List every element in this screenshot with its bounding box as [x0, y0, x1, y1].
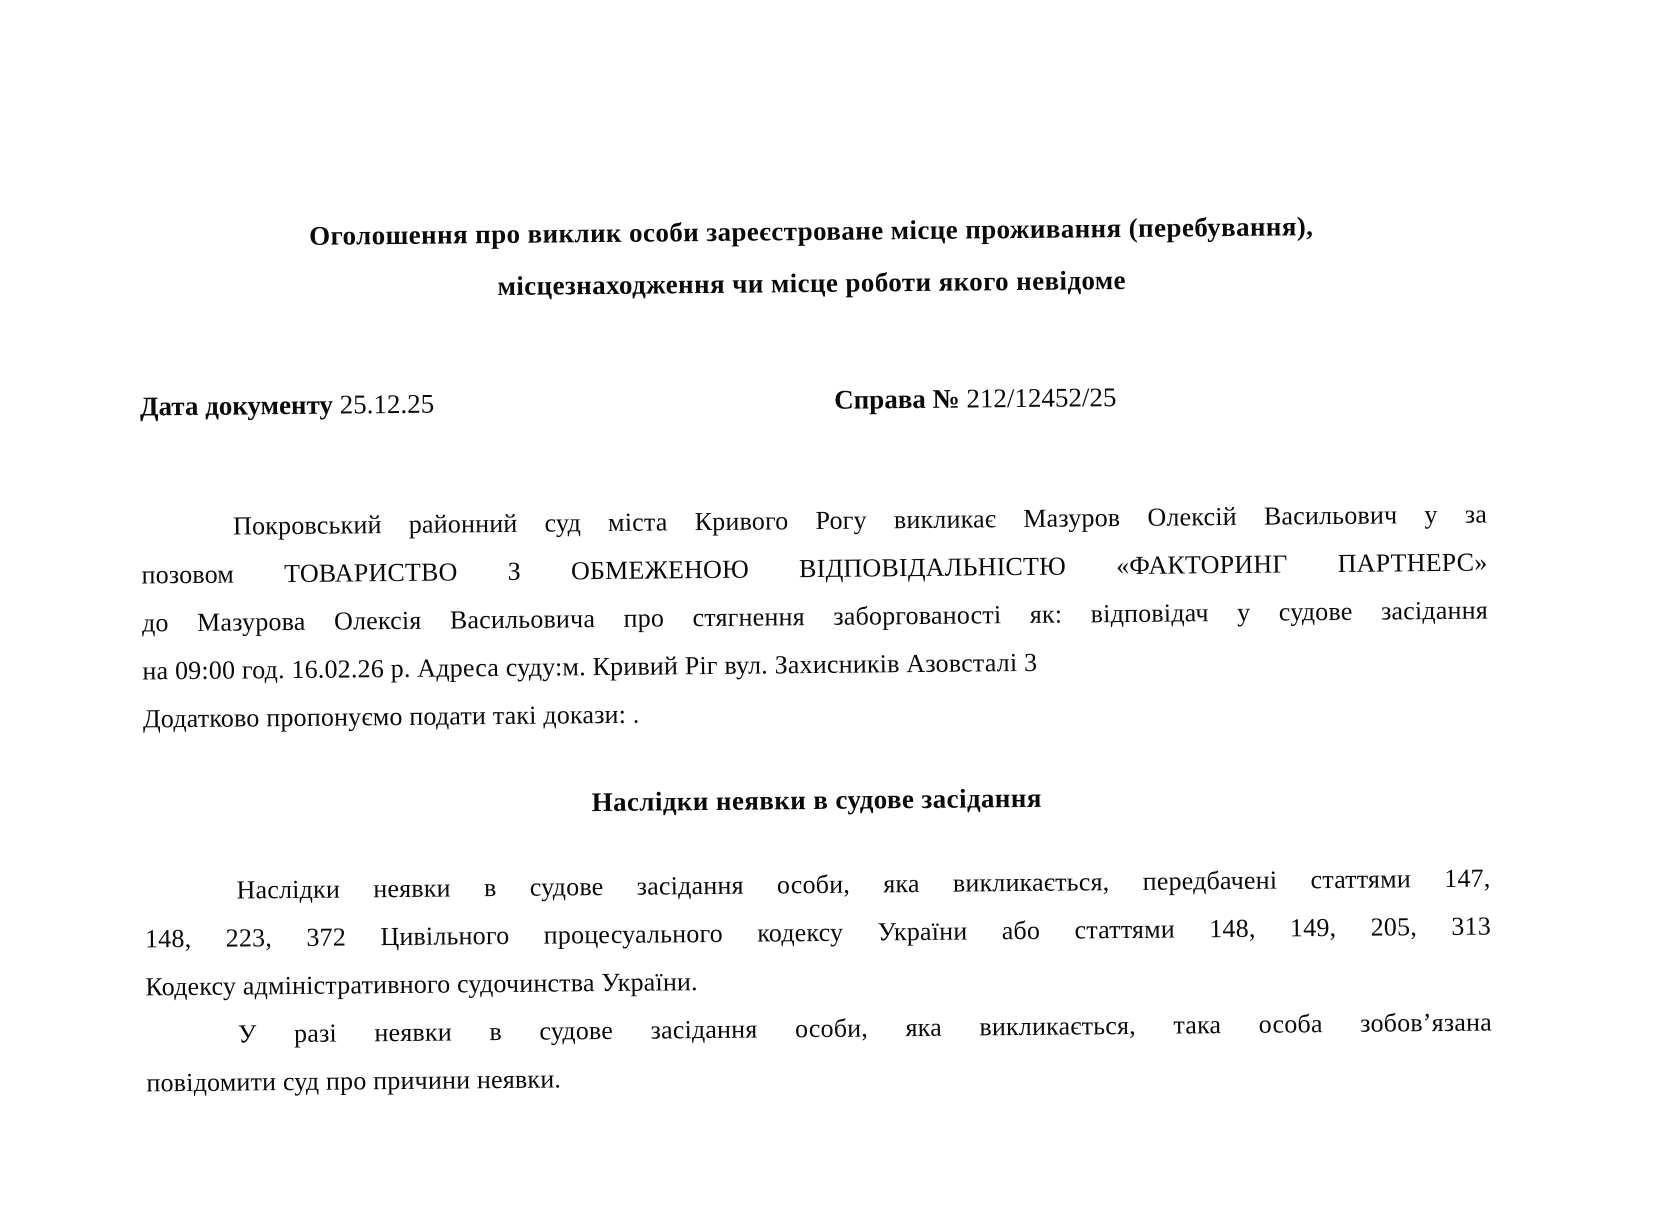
summons-line-2: позовом ТОВАРИСТВО З ОБМЕЖЕНОЮ ВІДПОВІДАЛЬНІСТЮ «ФАКТОРИНГ ПАРТНЕРС» — [141, 547, 1488, 590]
obligation-line-2: повідомити суд про причини неявки. — [146, 1064, 562, 1098]
date-label: Дата документу — [139, 389, 334, 422]
date-value: 25.12.25 — [339, 388, 435, 420]
consequences-line-1: Наслідки неявки в судове засідання особи, яка викликається, передбачені статтями 147, — [236, 863, 1491, 905]
document-content — [138, 199, 1493, 1108]
summons-line-1: Покровський районний суд міста Кривого Рогу викликає Мазуров Олексій Васильович у за — [232, 499, 1488, 541]
consequences-line-3: Кодексу адміністративного судочинства України. — [145, 967, 698, 1002]
meta-row — [140, 377, 1486, 424]
title-line-2: місцезнаходження чи місце роботи якого невідоме — [497, 264, 1127, 302]
summons-line-3: до Мазурова Олексія Васильовича про стягнення заборгованості як: відповідач у судове засідання — [141, 595, 1489, 638]
paragraph-consequences — [144, 855, 1491, 1012]
case-number — [834, 380, 1117, 417]
consequences-line-2: 148, 223, 372 Цивільного процесуального кодексу України або статтями 148, 149, 205, 313 — [144, 911, 1492, 954]
section-heading: Наслідки неявки в судове засідання — [591, 782, 1042, 818]
case-label: Справа № — [834, 383, 960, 415]
title-line-1: Оголошення про виклик особи зареєстроване місце проживання (перебування), — [308, 211, 1314, 251]
paragraph-summons — [141, 491, 1489, 744]
case-value: 212/12452/25 — [966, 382, 1117, 414]
summons-line-5: Додатково пропонуємо подати такі докази: . — [142, 699, 640, 734]
paragraph-obligation — [146, 999, 1493, 1108]
document-title — [138, 199, 1485, 316]
document-date — [140, 387, 435, 424]
obligation-line-1: У разі неявки в судове засідання особи, яка викликається, така особа зобов’язана — [237, 1007, 1493, 1049]
summons-line-4: на 09:00 год. 16.02.26 р. Адреса суду:м. Кривий Ріг вул. Захисників Азовсталі 3 — [142, 647, 1038, 686]
